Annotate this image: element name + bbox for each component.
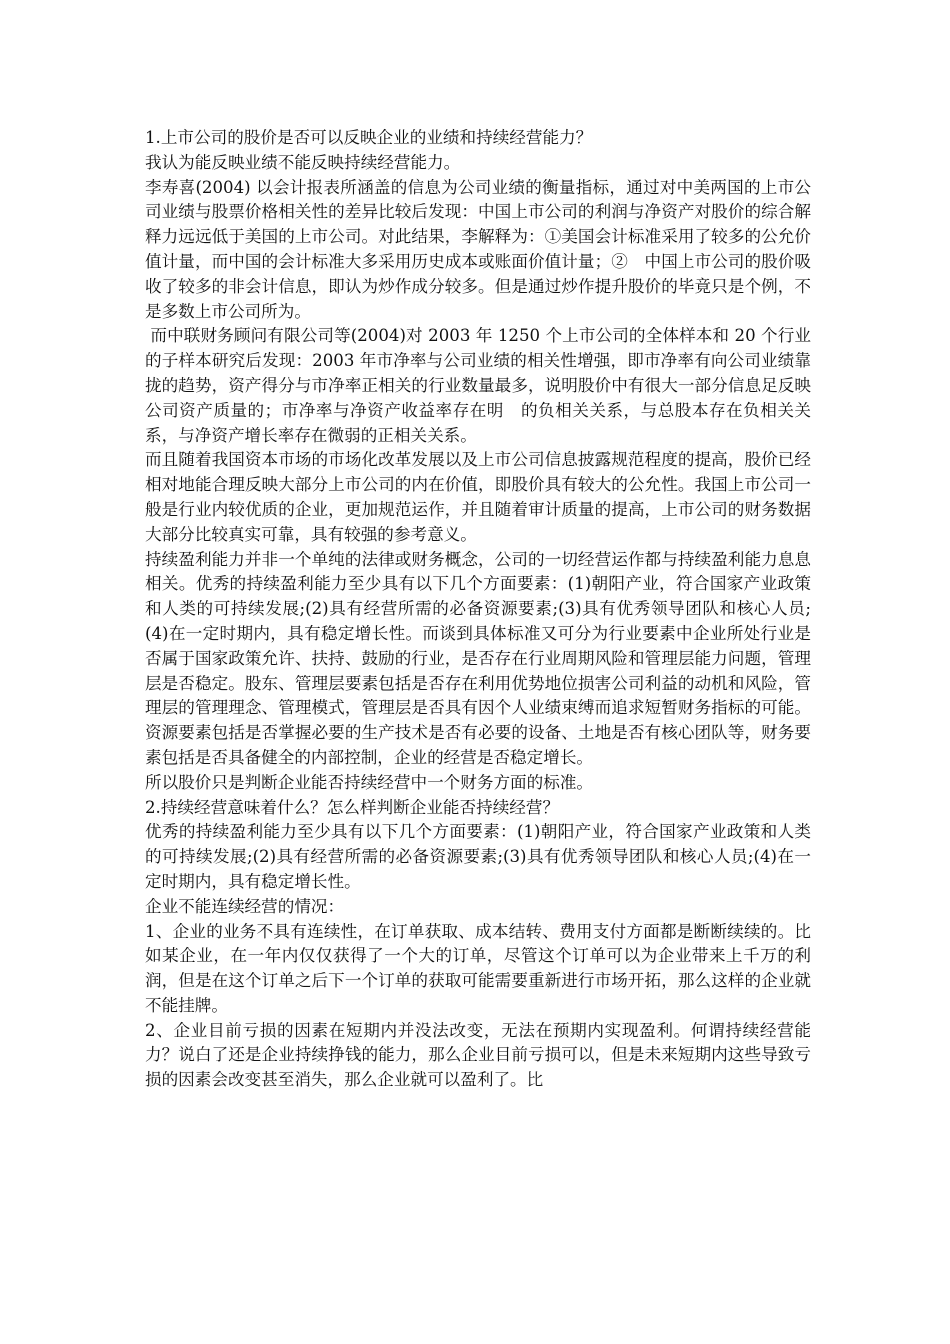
paragraph-sustained-profitability: 持续盈利能力并非一个单纯的法律或财务概念，公司的一切经营运作都与持续盈利能力息息相关。优秀的持续盈利能力至少具有以下几个方面要素：(1)朝阳产业，符合国家产业政策和人类的可持续发展;(2)具有经营所需的必备资源要素;(3)具有优秀领导团队和核心人员;(4)在一定时期内，具有稳定增长性。而谈到具体标准又可分为行业要素中企业所处行业是否属于国家政策允许、扶持、鼓励的行业，是否存在行业周期风险和管理层能力问题，管理层是否稳定。股东、管理层要素包括是否存在利用优势地位损害公司利益的动机和风险，管理层的管理理念、管理模式，管理层是否具有因个人业绩束缚而追求短暂财务指标的可能。资源要素包括是否掌握必要的生产技术是否有必要的设备、土地是否有核心团队等，财务要素包括是否具备健全的内部控制，企业的经营是否稳定增长。 (145, 549, 811, 767)
paragraph-market-reform: 而且随着我国资本市场的市场化改革发展以及上市公司信息披露规范程度的提高，股价已经相对地能合理反映大部分上市公司的内在价值，即股价具有较大的公允性。我国上市公司一般是行业内较优质的企业，更加规范运作，并且随着审计质量的提高，上市公司的财务数据大部分比较真实可靠，具有较强的参考意义。 (145, 450, 811, 544)
question-2-heading: 2.持续经营意味着什么？怎么样判断企业能否持续经营？ (145, 797, 560, 817)
paragraph-li-shouxi: 李寿喜(2004) 以会计报表所涵盖的信息为公司业绩的衡量指标，通过对中美两国的上市公司业绩与股票价格相关性的差异比较后发现：中国上市公司的利润与净资产对股价的综合解释力远远低于美国的上市公司。对此结果，李解释为：①美国会计标准采用了较多的公允价值计量，而中国的会计标准大多采用历史成本或账面价值计量；② 中国上市公司的股价吸收了较多的非会计信息，即认为炒作成分较多。但是通过炒作提升股价的毕竟只是个例，不是多数上市公司所为。 (145, 177, 811, 321)
paragraph-cases-intro: 企业不能连续经营的情况： (145, 896, 345, 916)
paragraph-conclusion: 所以股价只是判断企业能否持续经营中一个财务方面的标准。 (145, 772, 594, 792)
paragraph-case-1: 1、企业的业务不具有连续性，在订单获取、成本结转、费用支付方面都是断断续续的。比如某企业，在一年内仅仅获得了一个大的订单，尽管这个订单可以为企业带来上千万的利润，但是在这个订单之后下一个订单的获取可能需要重新进行市场开拓，那么这样的企业就不能挂牌。 (145, 921, 811, 1015)
document-body (145, 126, 811, 1093)
question-1-heading: 1.上市公司的股价是否可以反映企业的业绩和持续经营能力？ (145, 128, 593, 147)
paragraph-zhonglian-study: 而中联财务顾问有限公司等(2004)对 2003 年 1250 个上市公司的全体样本和 20 个行业的子样本研究后发现：2003 年市净率与公司业绩的相关性增强，即市净率有向公司业绩靠拢的趋势，资产得分与市净率正相关的行业数量最多，说明股价中有很大一部分信息足反映公司资产质量的；市净率与净资产收益率存在明 的负相关关系，与总股本存在负相关关系，与净资产增长率存在微弱的正相关关系。 (145, 326, 811, 445)
paragraph-elements: 优秀的持续盈利能力至少具有以下几个方面要素：(1)朝阳产业，符合国家产业政策和人类的可持续发展;(2)具有经营所需的必备资源要素;(3)具有优秀领导团队和核心人员;(4)在一定时期内，具有稳定增长性。 (145, 822, 811, 891)
paragraph-case-2: 2、企业目前亏损的因素在短期内并没法改变，无法在预期内实现盈利。何谓持续经营能力？说白了还是企业持续挣钱的能力，那么企业目前亏损可以，但是未来短期内这些导致亏损的因素会改变甚至消失，那么企业就可以盈利了。比 (145, 1020, 811, 1090)
paragraph-answer-summary: 我认为能反映业绩不能反映持续经营能力。 (145, 152, 461, 172)
